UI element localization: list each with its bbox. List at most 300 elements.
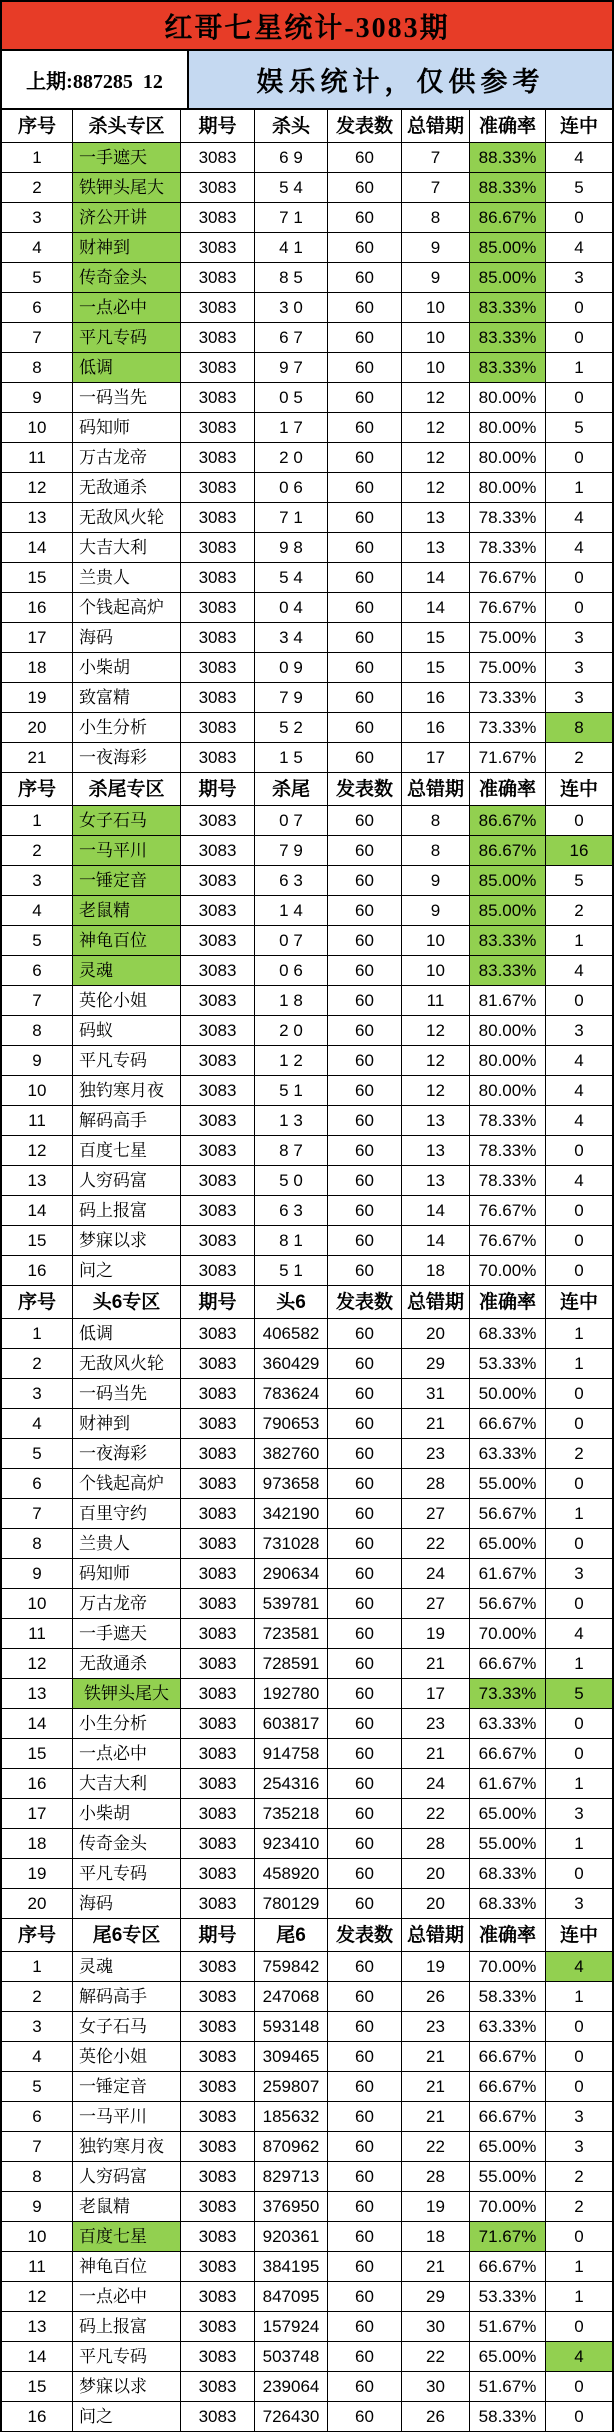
cell-value: 239064 xyxy=(255,2372,328,2402)
cell-published: 60 xyxy=(328,1016,402,1046)
cell-rate: 51.67% xyxy=(470,2312,546,2342)
cell-period: 3083 xyxy=(181,263,255,293)
cell-rate: 65.00% xyxy=(470,1799,546,1829)
cell-value: 192780 xyxy=(255,1679,328,1709)
cell-published: 60 xyxy=(328,323,402,353)
table-row xyxy=(2,1319,612,1349)
cell-wrong: 22 xyxy=(402,1799,470,1829)
cell-zone-name: 低调 xyxy=(73,353,181,383)
cell-published: 60 xyxy=(328,1349,402,1379)
cell-wrong: 13 xyxy=(402,1106,470,1136)
cell-value: 1 2 xyxy=(255,1046,328,1076)
cell-zone-name: 独钓寒月夜 xyxy=(73,1076,181,1106)
cell-published: 60 xyxy=(328,413,402,443)
cell-published: 60 xyxy=(328,1982,402,2012)
cell-wrong: 30 xyxy=(402,2312,470,2342)
cell-wrong: 10 xyxy=(402,353,470,383)
cell-streak: 3 xyxy=(546,2132,612,2162)
cell-value: 458920 xyxy=(255,1859,328,1889)
cell-wrong: 8 xyxy=(402,806,470,836)
table-row xyxy=(2,1349,612,1379)
table-row xyxy=(2,2312,612,2342)
table-row xyxy=(2,1679,612,1709)
cell-published: 60 xyxy=(328,1889,402,1919)
cell-published: 60 xyxy=(328,2132,402,2162)
cell-rate: 68.33% xyxy=(470,1319,546,1349)
cell-streak: 2 xyxy=(546,2192,612,2222)
cell-wrong: 18 xyxy=(402,2222,470,2252)
table-row xyxy=(2,263,612,293)
cell-zone-name: 英伦小姐 xyxy=(73,2042,181,2072)
cell-published: 60 xyxy=(328,1739,402,1769)
cell-published: 60 xyxy=(328,2042,402,2072)
cell-streak: 2 xyxy=(546,2162,612,2192)
cell-zone-name: 百里守约 xyxy=(73,1499,181,1529)
cell-zone-name: 码上报富 xyxy=(73,1196,181,1226)
cell-period: 3083 xyxy=(181,1739,255,1769)
cell-index: 21 xyxy=(2,743,73,773)
table-row xyxy=(2,1196,612,1226)
cell-zone-name: 独钓寒月夜 xyxy=(73,2132,181,2162)
cell-zone-name: 解码高手 xyxy=(73,1982,181,2012)
cell-wrong: 22 xyxy=(402,2342,470,2372)
cell-rate: 70.00% xyxy=(470,2192,546,2222)
cell-value: 783624 xyxy=(255,1379,328,1409)
table-row xyxy=(2,2342,612,2372)
cell-index: 9 xyxy=(2,383,73,413)
cell-zone-name: 兰贵人 xyxy=(73,563,181,593)
cell-period: 3083 xyxy=(181,1982,255,2012)
cell-streak: 1 xyxy=(546,926,612,956)
section-header-row xyxy=(2,1919,612,1952)
cell-streak: 1 xyxy=(546,1829,612,1859)
cell-period: 3083 xyxy=(181,563,255,593)
cell-index: 9 xyxy=(2,1046,73,1076)
cell-index: 5 xyxy=(2,1439,73,1469)
cell-published: 60 xyxy=(328,1559,402,1589)
cell-period: 3083 xyxy=(181,1196,255,1226)
table-row xyxy=(2,806,612,836)
cell-value: 920361 xyxy=(255,2222,328,2252)
cell-value: 0 4 xyxy=(255,593,328,623)
cell-index: 10 xyxy=(2,1589,73,1619)
cell-period: 3083 xyxy=(181,986,255,1016)
cell-zone-name: 传奇金头 xyxy=(73,1829,181,1859)
cell-streak: 16 xyxy=(546,836,612,866)
cell-rate: 85.00% xyxy=(470,233,546,263)
cell-published: 60 xyxy=(328,1256,402,1286)
table-row xyxy=(2,1982,612,2012)
cell-zone-name: 一锤定音 xyxy=(73,866,181,896)
cell-published: 60 xyxy=(328,353,402,383)
cell-published: 60 xyxy=(328,1952,402,1982)
cell-wrong: 15 xyxy=(402,653,470,683)
cell-wrong: 21 xyxy=(402,2042,470,2072)
cell-value: 382760 xyxy=(255,1439,328,1469)
table-row xyxy=(2,1829,612,1859)
cell-index: 1 xyxy=(2,806,73,836)
cell-index: 12 xyxy=(2,1136,73,1166)
cell-index: 17 xyxy=(2,623,73,653)
cell-published: 60 xyxy=(328,1136,402,1166)
cell-wrong: 14 xyxy=(402,1226,470,1256)
table-row xyxy=(2,1889,612,1919)
cell-zone-name: 一手遮天 xyxy=(73,143,181,173)
cell-rate: 83.33% xyxy=(470,293,546,323)
cell-index: 13 xyxy=(2,1679,73,1709)
cell-value: 5 0 xyxy=(255,1166,328,1196)
cell-period: 3083 xyxy=(181,1076,255,1106)
cell-zone-name: 老鼠精 xyxy=(73,2192,181,2222)
cell-streak: 0 xyxy=(546,293,612,323)
cell-streak: 3 xyxy=(546,2102,612,2132)
cell-period: 3083 xyxy=(181,956,255,986)
cell-wrong: 13 xyxy=(402,1136,470,1166)
table-row xyxy=(2,413,612,443)
cell-wrong: 13 xyxy=(402,503,470,533)
cell-published: 60 xyxy=(328,623,402,653)
cell-wrong: 12 xyxy=(402,473,470,503)
cell-zone-name: 梦寐以求 xyxy=(73,2372,181,2402)
cell-period: 3083 xyxy=(181,2042,255,2072)
cell-value: 384195 xyxy=(255,2252,328,2282)
cell-zone-name: 无敌通杀 xyxy=(73,1649,181,1679)
cell-index: 12 xyxy=(2,2282,73,2312)
cell-period: 3083 xyxy=(181,2372,255,2402)
col-header-period: 期号 xyxy=(181,773,255,806)
cell-streak: 4 xyxy=(546,1046,612,1076)
cell-zone-name: 财神到 xyxy=(73,1409,181,1439)
cell-value: 247068 xyxy=(255,1982,328,2012)
table-row xyxy=(2,1649,612,1679)
cell-rate: 58.33% xyxy=(470,2402,546,2432)
cell-zone-name: 一码当先 xyxy=(73,383,181,413)
cell-streak: 4 xyxy=(546,1166,612,1196)
col-header-streak: 连中 xyxy=(546,1286,612,1319)
cell-value: 6 3 xyxy=(255,1196,328,1226)
cell-rate: 70.00% xyxy=(470,1619,546,1649)
col-header-published: 发表数 xyxy=(328,110,402,143)
cell-published: 60 xyxy=(328,956,402,986)
table-row xyxy=(2,593,612,623)
cell-streak: 4 xyxy=(546,2342,612,2372)
cell-wrong: 10 xyxy=(402,323,470,353)
cell-value: 0 7 xyxy=(255,806,328,836)
cell-streak: 4 xyxy=(546,533,612,563)
cell-zone-name: 无敌风火轮 xyxy=(73,1349,181,1379)
cell-zone-name: 一点必中 xyxy=(73,1739,181,1769)
table-row xyxy=(2,623,612,653)
cell-streak: 4 xyxy=(546,1076,612,1106)
cell-zone-name: 平凡专码 xyxy=(73,1859,181,1889)
table-row xyxy=(2,713,612,743)
cell-index: 1 xyxy=(2,1952,73,1982)
cell-period: 3083 xyxy=(181,1349,255,1379)
table-row xyxy=(2,203,612,233)
cell-rate: 80.00% xyxy=(470,383,546,413)
cell-rate: 61.67% xyxy=(470,1769,546,1799)
cell-published: 60 xyxy=(328,806,402,836)
table-row xyxy=(2,1709,612,1739)
cell-published: 60 xyxy=(328,1226,402,1256)
cell-published: 60 xyxy=(328,2012,402,2042)
cell-streak: 0 xyxy=(546,1256,612,1286)
cell-rate: 63.33% xyxy=(470,2012,546,2042)
cell-rate: 53.33% xyxy=(470,1349,546,1379)
cell-streak: 4 xyxy=(546,956,612,986)
cell-period: 3083 xyxy=(181,1469,255,1499)
table-row xyxy=(2,2162,612,2192)
cell-zone-name: 问之 xyxy=(73,1256,181,1286)
cell-wrong: 31 xyxy=(402,1379,470,1409)
table-row xyxy=(2,1499,612,1529)
table-row xyxy=(2,503,612,533)
cell-zone-name: 小柴胡 xyxy=(73,1799,181,1829)
cell-rate: 75.00% xyxy=(470,623,546,653)
cell-period: 3083 xyxy=(181,623,255,653)
cell-rate: 81.67% xyxy=(470,986,546,1016)
cell-zone-name: 英伦小姐 xyxy=(73,986,181,1016)
cell-value: 0 5 xyxy=(255,383,328,413)
cell-wrong: 13 xyxy=(402,533,470,563)
cell-wrong: 10 xyxy=(402,293,470,323)
cell-streak: 3 xyxy=(546,1559,612,1589)
cell-period: 3083 xyxy=(181,713,255,743)
cell-value: 0 6 xyxy=(255,956,328,986)
cell-published: 60 xyxy=(328,2342,402,2372)
cell-streak: 1 xyxy=(546,2252,612,2282)
cell-streak: 4 xyxy=(546,143,612,173)
cell-zone-name: 万古龙帝 xyxy=(73,443,181,473)
cell-zone-name: 老鼠精 xyxy=(73,896,181,926)
cell-streak: 0 xyxy=(546,1589,612,1619)
cell-wrong: 22 xyxy=(402,1529,470,1559)
cell-streak: 4 xyxy=(546,233,612,263)
section-header-row xyxy=(2,773,612,806)
cell-value: 829713 xyxy=(255,2162,328,2192)
cell-published: 60 xyxy=(328,2252,402,2282)
cell-zone-name: 海码 xyxy=(73,623,181,653)
cell-rate: 65.00% xyxy=(470,2132,546,2162)
cell-wrong: 14 xyxy=(402,593,470,623)
cell-rate: 76.67% xyxy=(470,1226,546,1256)
cell-period: 3083 xyxy=(181,1256,255,1286)
cell-wrong: 12 xyxy=(402,1076,470,1106)
cell-rate: 78.33% xyxy=(470,533,546,563)
cell-streak: 0 xyxy=(546,563,612,593)
cell-index: 3 xyxy=(2,203,73,233)
cell-published: 60 xyxy=(328,143,402,173)
col-header-rate: 准确率 xyxy=(470,1919,546,1952)
cell-period: 3083 xyxy=(181,2192,255,2222)
cell-period: 3083 xyxy=(181,896,255,926)
cell-index: 8 xyxy=(2,1016,73,1046)
cell-period: 3083 xyxy=(181,443,255,473)
cell-rate: 51.67% xyxy=(470,2372,546,2402)
cell-rate: 75.00% xyxy=(470,653,546,683)
cell-period: 3083 xyxy=(181,2132,255,2162)
cell-streak: 1 xyxy=(546,1319,612,1349)
cell-streak: 4 xyxy=(546,1952,612,1982)
col-header-wrong: 总错期 xyxy=(402,773,470,806)
table-row xyxy=(2,1379,612,1409)
cell-period: 3083 xyxy=(181,743,255,773)
cell-zone-name: 平凡专码 xyxy=(73,1046,181,1076)
cell-published: 60 xyxy=(328,1679,402,1709)
cell-published: 60 xyxy=(328,1709,402,1739)
cell-zone-name: 平凡专码 xyxy=(73,2342,181,2372)
section-header-row xyxy=(2,110,612,143)
table-row xyxy=(2,866,612,896)
cell-index: 7 xyxy=(2,323,73,353)
cell-index: 19 xyxy=(2,1859,73,1889)
table-row xyxy=(2,353,612,383)
cell-zone-name: 一锤定音 xyxy=(73,2072,181,2102)
table-row xyxy=(2,143,612,173)
section-2 xyxy=(2,773,612,1286)
cell-index: 15 xyxy=(2,1226,73,1256)
cell-wrong: 19 xyxy=(402,1952,470,1982)
cell-zone-name: 大吉大利 xyxy=(73,1769,181,1799)
cell-period: 3083 xyxy=(181,1379,255,1409)
cell-zone-name: 灵魂 xyxy=(73,1952,181,1982)
cell-index: 6 xyxy=(2,2102,73,2132)
cell-rate: 80.00% xyxy=(470,473,546,503)
cell-period: 3083 xyxy=(181,2072,255,2102)
table-row xyxy=(2,1952,612,1982)
table-row xyxy=(2,2042,612,2072)
cell-value: 0 6 xyxy=(255,473,328,503)
table-row xyxy=(2,2012,612,2042)
cell-value: 254316 xyxy=(255,1769,328,1799)
cell-period: 3083 xyxy=(181,143,255,173)
table-row xyxy=(2,1589,612,1619)
cell-period: 3083 xyxy=(181,806,255,836)
cell-wrong: 23 xyxy=(402,2012,470,2042)
cell-wrong: 21 xyxy=(402,2102,470,2132)
cell-published: 60 xyxy=(328,383,402,413)
cell-zone-name: 低调 xyxy=(73,1319,181,1349)
col-header-published: 发表数 xyxy=(328,1286,402,1319)
cell-zone-name: 灵魂 xyxy=(73,956,181,986)
cell-period: 3083 xyxy=(181,2312,255,2342)
cell-index: 6 xyxy=(2,956,73,986)
col-header-rate: 准确率 xyxy=(470,110,546,143)
cell-published: 60 xyxy=(328,1859,402,1889)
col-header-streak: 连中 xyxy=(546,773,612,806)
table-row xyxy=(2,1166,612,1196)
cell-index: 7 xyxy=(2,2132,73,2162)
cell-zone-name: 个钱起高炉 xyxy=(73,593,181,623)
cell-rate: 83.33% xyxy=(470,926,546,956)
col-header-rate: 准确率 xyxy=(470,1286,546,1319)
cell-wrong: 21 xyxy=(402,1409,470,1439)
cell-zone-name: 码知师 xyxy=(73,1559,181,1589)
cell-rate: 55.00% xyxy=(470,1829,546,1859)
col-header-published: 发表数 xyxy=(328,1919,402,1952)
cell-period: 3083 xyxy=(181,1829,255,1859)
cell-zone-name: 女子石马 xyxy=(73,2012,181,2042)
col-header-value: 杀头 xyxy=(255,110,328,143)
cell-zone-name: 码蚁 xyxy=(73,1016,181,1046)
cell-value: 759842 xyxy=(255,1952,328,1982)
col-header-wrong: 总错期 xyxy=(402,1286,470,1319)
cell-published: 60 xyxy=(328,836,402,866)
cell-value: 309465 xyxy=(255,2042,328,2072)
cell-wrong: 28 xyxy=(402,2162,470,2192)
cell-value: 5 1 xyxy=(255,1256,328,1286)
notice-banner: 娱乐统计，仅供参考 xyxy=(189,51,612,108)
cell-value: 723581 xyxy=(255,1619,328,1649)
cell-wrong: 16 xyxy=(402,683,470,713)
cell-zone-name: 一点必中 xyxy=(73,2282,181,2312)
cell-rate: 78.33% xyxy=(470,1106,546,1136)
col-header-streak: 连中 xyxy=(546,1919,612,1952)
cell-streak: 4 xyxy=(546,503,612,533)
cell-wrong: 20 xyxy=(402,1889,470,1919)
cell-wrong: 24 xyxy=(402,1769,470,1799)
cell-period: 3083 xyxy=(181,593,255,623)
cell-streak: 0 xyxy=(546,323,612,353)
cell-streak: 0 xyxy=(546,1196,612,1226)
cell-rate: 66.67% xyxy=(470,1409,546,1439)
cell-wrong: 10 xyxy=(402,926,470,956)
cell-value: 4 1 xyxy=(255,233,328,263)
cell-wrong: 26 xyxy=(402,2402,470,2432)
cell-period: 3083 xyxy=(181,503,255,533)
table-row xyxy=(2,1136,612,1166)
cell-index: 16 xyxy=(2,593,73,623)
table-row xyxy=(2,926,612,956)
cell-zone-name: 神龟百位 xyxy=(73,2252,181,2282)
cell-zone-name: 济公开讲 xyxy=(73,203,181,233)
cell-index: 11 xyxy=(2,443,73,473)
cell-value: 9 7 xyxy=(255,353,328,383)
table-row xyxy=(2,383,612,413)
cell-period: 3083 xyxy=(181,1319,255,1349)
cell-index: 19 xyxy=(2,683,73,713)
cell-rate: 66.67% xyxy=(470,1739,546,1769)
cell-streak: 5 xyxy=(546,866,612,896)
table-row xyxy=(2,233,612,263)
cell-zone-name: 个钱起高炉 xyxy=(73,1469,181,1499)
cell-streak: 5 xyxy=(546,1679,612,1709)
cell-streak: 0 xyxy=(546,1709,612,1739)
cell-zone-name: 一马平川 xyxy=(73,2102,181,2132)
cell-streak: 1 xyxy=(546,2282,612,2312)
cell-wrong: 23 xyxy=(402,1709,470,1739)
cell-zone-name: 一夜海彩 xyxy=(73,743,181,773)
cell-streak: 2 xyxy=(546,1439,612,1469)
col-header-index: 序号 xyxy=(2,1919,73,1952)
cell-value: 2 0 xyxy=(255,443,328,473)
cell-streak: 1 xyxy=(546,1769,612,1799)
cell-rate: 53.33% xyxy=(470,2282,546,2312)
cell-index: 16 xyxy=(2,1256,73,1286)
cell-zone-name: 百度七星 xyxy=(73,2222,181,2252)
cell-published: 60 xyxy=(328,1439,402,1469)
cell-value: 157924 xyxy=(255,2312,328,2342)
table-row xyxy=(2,1046,612,1076)
table-row xyxy=(2,986,612,1016)
cell-index: 16 xyxy=(2,2402,73,2432)
cell-period: 3083 xyxy=(181,1016,255,1046)
cell-value: 728591 xyxy=(255,1649,328,1679)
cell-published: 60 xyxy=(328,2072,402,2102)
cell-value: 406582 xyxy=(255,1319,328,1349)
cell-value: 290634 xyxy=(255,1559,328,1589)
cell-value: 503748 xyxy=(255,2342,328,2372)
